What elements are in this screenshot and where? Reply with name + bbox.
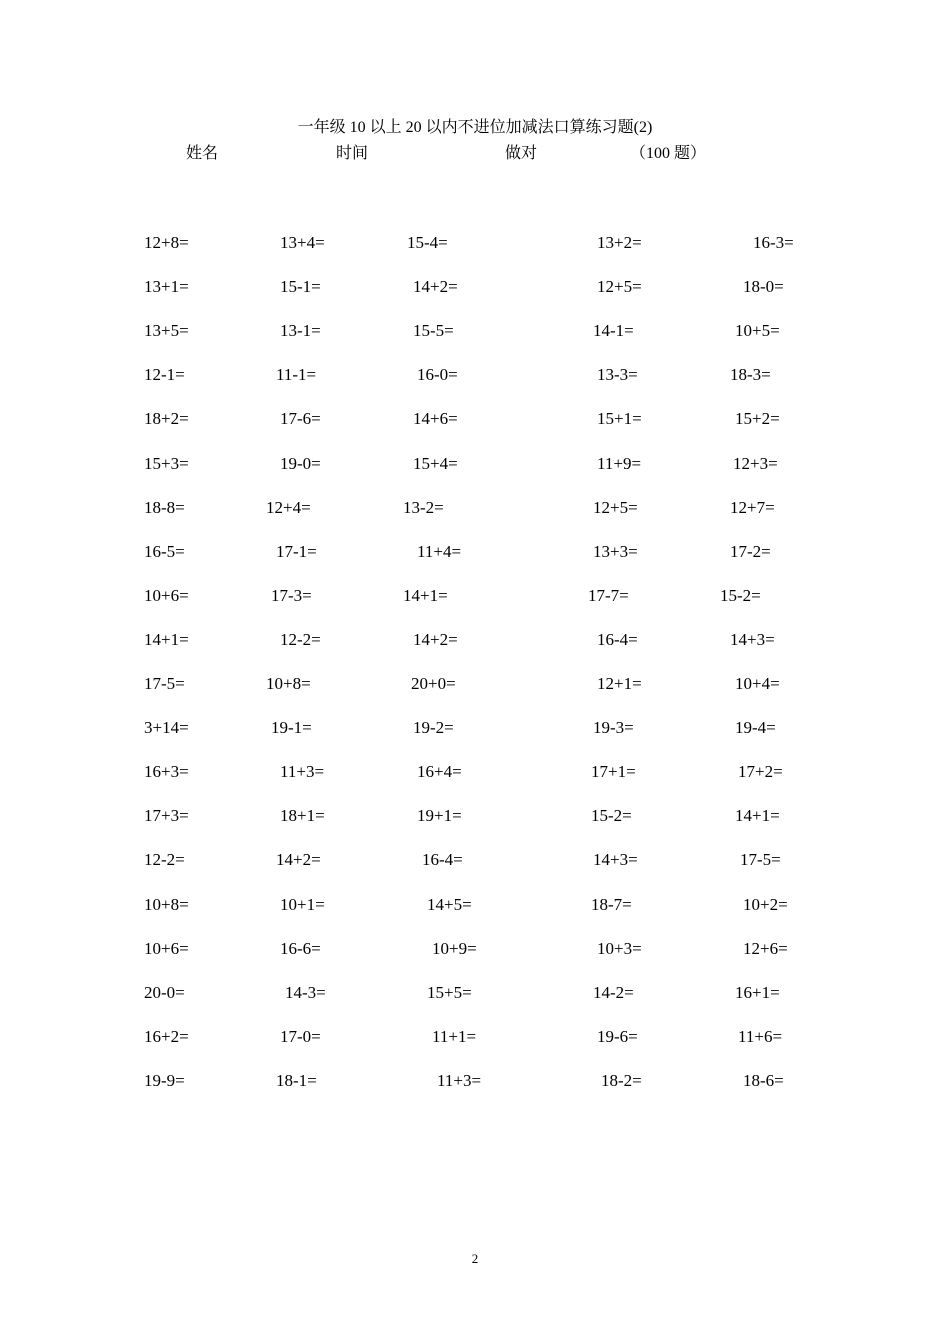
- problem-row: [0, 275, 950, 299]
- problem: 12+1=: [597, 674, 642, 693]
- problem: 16-4=: [597, 629, 638, 649]
- problem: 11-1=: [276, 365, 317, 385]
- problem: 12+5=: [597, 277, 642, 297]
- problem: 12+7=: [730, 497, 775, 517]
- problem-row: [0, 363, 950, 387]
- worksheet-title: 一年级 10 以上 20 以内不进位加减法口算练习题(2): [297, 119, 653, 136]
- problem: 18-1=: [276, 1070, 317, 1090]
- page-number: 2: [471, 1251, 479, 1266]
- problem: 16+3=: [144, 762, 189, 782]
- problem: 11+3=: [280, 762, 325, 782]
- problem: 13+3=: [593, 541, 638, 561]
- problem: 15-5=: [413, 321, 454, 341]
- time-label: 时间: [336, 145, 369, 162]
- problem: 13+1=: [144, 277, 189, 297]
- problem: 17+1=: [591, 762, 636, 782]
- problem: 10+2=: [743, 894, 788, 914]
- problem: 14-2=: [593, 982, 634, 1002]
- problem-row: [0, 1069, 950, 1093]
- problem-row: [0, 540, 950, 564]
- problem: 16-6=: [280, 938, 321, 958]
- problem: 15+2=: [735, 409, 780, 429]
- problem-row: [0, 937, 950, 961]
- total-problems-label: （100 题）: [630, 145, 707, 162]
- problem: 18-0=: [743, 277, 784, 297]
- name-label: 姓名: [186, 145, 219, 162]
- problem: 14+3=: [730, 629, 775, 649]
- problem-row: [0, 893, 950, 917]
- problem: 18-8=: [144, 497, 185, 517]
- problem: 15-1=: [280, 277, 321, 297]
- problem-row: [0, 804, 950, 828]
- problem: 19-1=: [271, 718, 312, 738]
- problem: 13+2=: [597, 233, 642, 252]
- problem: 15+1=: [597, 409, 642, 429]
- problem: 12+8=: [144, 233, 189, 252]
- problem: 11+1=: [432, 1026, 477, 1046]
- problem: 12+5=: [593, 497, 638, 517]
- problem: 3+14=: [144, 718, 189, 738]
- problem: 10+8=: [266, 674, 311, 693]
- problem: 18-3=: [730, 365, 771, 385]
- problem: 16-3=: [753, 233, 794, 252]
- problem: 17+3=: [144, 806, 189, 826]
- problem: 15+5=: [427, 982, 472, 1002]
- problem: 11+3=: [437, 1070, 482, 1090]
- problem: 19+1=: [417, 806, 462, 826]
- problem: 19-6=: [597, 1026, 638, 1046]
- problem: 15+3=: [144, 453, 189, 473]
- problem: 18-6=: [743, 1070, 784, 1090]
- problem: 12+6=: [743, 938, 788, 958]
- problem: 14+1=: [735, 806, 780, 826]
- problem: 14+2=: [276, 850, 321, 870]
- problem-row: [0, 672, 950, 696]
- problem: 18+2=: [144, 409, 189, 429]
- problem: 19-0=: [280, 453, 321, 473]
- problem: 20+0=: [411, 674, 456, 693]
- problem: 12+3=: [733, 453, 778, 473]
- problem: 17-3=: [271, 585, 312, 605]
- problem: 17-5=: [740, 850, 781, 870]
- problem: 13+5=: [144, 321, 189, 341]
- problem: 14+1=: [403, 585, 448, 605]
- problem: 14-1=: [593, 321, 634, 341]
- correct-count-label: 做对: [505, 145, 538, 162]
- problem: 17-1=: [276, 541, 317, 561]
- problem-row: [0, 584, 950, 608]
- problem: 12+4=: [266, 497, 311, 517]
- problem: 17-2=: [730, 541, 771, 561]
- problem: 10+9=: [432, 938, 477, 958]
- problem: 16+1=: [735, 982, 780, 1002]
- problem-row: [0, 848, 950, 872]
- problem: 17-0=: [280, 1026, 321, 1046]
- problem: 18+1=: [280, 806, 325, 826]
- problem: 17-6=: [280, 409, 321, 429]
- problem: 13-2=: [403, 497, 444, 517]
- problem: 14-3=: [285, 982, 326, 1002]
- problem: 11+9=: [597, 453, 642, 473]
- problem: 11+6=: [738, 1026, 783, 1046]
- problem-row: [0, 628, 950, 652]
- problem: 10+6=: [144, 938, 189, 958]
- problem-row: [0, 496, 950, 520]
- problem: 11+4=: [417, 541, 462, 561]
- problem: 10+8=: [144, 894, 189, 914]
- problem: 13+4=: [280, 233, 325, 252]
- problem: 10+4=: [735, 674, 780, 693]
- problem: 18-7=: [591, 894, 632, 914]
- problem-row: [0, 452, 950, 476]
- problem: 20-0=: [144, 982, 185, 1002]
- problem: 16-5=: [144, 541, 185, 561]
- problem: 10+5=: [735, 321, 780, 341]
- problem: 14+3=: [593, 850, 638, 870]
- problem: 16+2=: [144, 1026, 189, 1046]
- problem: 10+6=: [144, 585, 189, 605]
- problem: 14+2=: [413, 629, 458, 649]
- problem-row: [0, 407, 950, 431]
- problem: 10+3=: [597, 938, 642, 958]
- problem: 14+1=: [144, 629, 189, 649]
- problem: 14+6=: [413, 409, 458, 429]
- problem: 14+2=: [413, 277, 458, 297]
- problem: 12-2=: [144, 850, 185, 870]
- problem-row: [0, 981, 950, 1005]
- problem: 12-2=: [280, 629, 321, 649]
- problem: 16-0=: [417, 365, 458, 385]
- problem-row: [0, 319, 950, 343]
- problem: 16+4=: [417, 762, 462, 782]
- problem: 14+5=: [427, 894, 472, 914]
- problem: 18-2=: [601, 1070, 642, 1090]
- problem-row: [0, 760, 950, 784]
- problem: 19-4=: [735, 718, 776, 738]
- problem: 15-2=: [720, 585, 761, 605]
- problem: 19-2=: [413, 718, 454, 738]
- problem: 15-2=: [591, 806, 632, 826]
- problem: 10+1=: [280, 894, 325, 914]
- problem: 13-3=: [597, 365, 638, 385]
- problem: 19-9=: [144, 1070, 185, 1090]
- problem: 17-7=: [588, 585, 629, 605]
- problem-row: [0, 231, 950, 255]
- problem: 12-1=: [144, 365, 185, 385]
- problem-row: [0, 1025, 950, 1049]
- problem: 16-4=: [422, 850, 463, 870]
- problem-row: [0, 716, 950, 740]
- problem: 17-5=: [144, 674, 185, 693]
- problem: 17+2=: [738, 762, 783, 782]
- problem: 13-1=: [280, 321, 321, 341]
- problem: 19-3=: [593, 718, 634, 738]
- problem: 15-4=: [407, 233, 448, 252]
- problem: 15+4=: [413, 453, 458, 473]
